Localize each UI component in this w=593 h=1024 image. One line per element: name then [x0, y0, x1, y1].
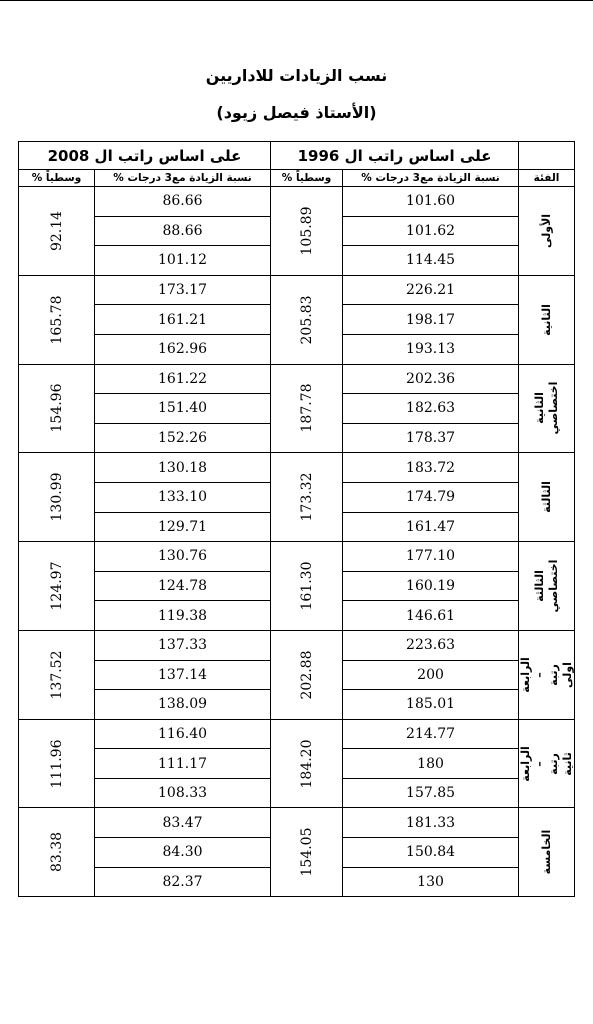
avg-2008-cell — [19, 630, 95, 719]
category-cell — [519, 630, 575, 719]
pct-1996-cell: 177.10 — [343, 542, 519, 572]
table-row — [19, 187, 575, 217]
pct-1996-cell: 174.79 — [343, 482, 519, 512]
pct-2008-cell: 119.38 — [95, 601, 271, 631]
pct-1996-cell: 200 — [343, 660, 519, 690]
category-label: الأولى — [539, 213, 553, 248]
avg-1996-value: 184.20 — [298, 739, 315, 789]
category-label: الخامسة — [539, 830, 553, 875]
pct-2008-cell: 133.10 — [95, 482, 271, 512]
pct-2008-cell: 83.47 — [95, 808, 271, 838]
pct-2008-cell: 86.66 — [95, 187, 271, 217]
avg-2008-value: 124.97 — [48, 561, 65, 611]
pct-1996-cell: 101.62 — [343, 216, 519, 246]
avg-1996-value: 105.89 — [298, 206, 315, 256]
table-row — [19, 719, 575, 749]
category-label: الثالثة اختصاصي — [532, 559, 560, 613]
page-subtitle: (الأستاذ فيصل زيود) — [216, 103, 377, 122]
category-label: الثانية — [539, 303, 553, 336]
avg-1996-value: 161.30 — [298, 561, 315, 611]
avg-1996-cell — [271, 364, 343, 453]
avg-1996-cell — [271, 542, 343, 631]
category-label: الرابعة – رتبة اولى — [518, 657, 574, 693]
pct-1996-cell: 202.36 — [343, 364, 519, 394]
avg-1996-value: 154.05 — [298, 827, 315, 877]
table-row — [19, 453, 575, 483]
category-cell — [519, 542, 575, 631]
avg-2008-value: 111.96 — [48, 739, 65, 789]
pct-2008-cell: 124.78 — [95, 571, 271, 601]
pct-1996-cell: 160.19 — [343, 571, 519, 601]
pct-1996-cell: 223.63 — [343, 630, 519, 660]
table-column-header-row — [19, 170, 575, 187]
table-row — [19, 542, 575, 572]
pct-2008-cell: 84.30 — [95, 838, 271, 868]
pct-1996-cell: 180 — [343, 749, 519, 779]
pct-2008-cell: 130.18 — [95, 453, 271, 483]
pct-2008-cell: 108.33 — [95, 778, 271, 808]
raises-table — [18, 141, 575, 897]
avg-2008-cell — [19, 808, 95, 897]
avg-1996-cell — [271, 453, 343, 542]
pct-1996-cell: 226.21 — [343, 275, 519, 305]
header-avg-1996: وسطياً % — [271, 170, 343, 187]
avg-2008-cell — [19, 364, 95, 453]
page-title: نسب الزيادات للاداريين — [205, 66, 388, 85]
avg-1996-cell — [271, 808, 343, 897]
header-group-2008: على اساس راتب ال 2008 — [19, 142, 271, 170]
header-avg-2008: وسطياً % — [19, 170, 95, 187]
avg-2008-value: 83.38 — [48, 832, 65, 873]
pct-1996-cell: 193.13 — [343, 334, 519, 364]
avg-1996-cell — [271, 630, 343, 719]
pct-2008-cell: 129.71 — [95, 512, 271, 542]
pct-1996-cell: 214.77 — [343, 719, 519, 749]
avg-1996-value: 187.78 — [298, 383, 315, 433]
header-category-spacer — [519, 142, 575, 170]
avg-1996-value: 173.32 — [298, 472, 315, 522]
avg-2008-cell — [19, 275, 95, 364]
pct-1996-cell: 182.63 — [343, 394, 519, 424]
avg-2008-value: 130.99 — [48, 472, 65, 522]
pct-2008-cell: 116.40 — [95, 719, 271, 749]
table-row — [19, 275, 575, 305]
table-row — [19, 808, 575, 838]
header-group-1996: على اساس راتب ال 1996 — [271, 142, 519, 170]
pct-1996-cell: 130 — [343, 867, 519, 897]
avg-2008-value: 154.96 — [48, 383, 65, 433]
category-cell — [519, 275, 575, 364]
pct-2008-cell: 130.76 — [95, 542, 271, 572]
pct-2008-cell: 137.33 — [95, 630, 271, 660]
header-category: الفئة — [519, 170, 575, 187]
pct-1996-cell: 101.60 — [343, 187, 519, 217]
category-cell — [519, 808, 575, 897]
category-label: الرابعة – رتبة ثانية — [518, 745, 574, 782]
avg-2008-value: 137.52 — [48, 650, 65, 700]
header-pct-1996: نسبة الزيادة مع3 درجات % — [343, 170, 519, 187]
pct-1996-cell: 157.85 — [343, 778, 519, 808]
pct-1996-cell: 183.72 — [343, 453, 519, 483]
pct-1996-cell: 181.33 — [343, 808, 519, 838]
pct-2008-cell: 111.17 — [95, 749, 271, 779]
pct-1996-cell: 150.84 — [343, 838, 519, 868]
pct-2008-cell: 101.12 — [95, 246, 271, 276]
avg-1996-value: 202.88 — [298, 650, 315, 700]
pct-2008-cell: 161.21 — [95, 305, 271, 335]
category-cell — [519, 187, 575, 276]
category-cell — [519, 453, 575, 542]
table-row — [19, 630, 575, 660]
avg-1996-cell — [271, 275, 343, 364]
pct-1996-cell: 185.01 — [343, 690, 519, 720]
pct-2008-cell: 161.22 — [95, 364, 271, 394]
pct-2008-cell: 162.96 — [95, 334, 271, 364]
pct-2008-cell: 137.14 — [95, 660, 271, 690]
pct-2008-cell: 152.26 — [95, 423, 271, 453]
category-label: الثالثة — [539, 481, 553, 514]
pct-2008-cell: 138.09 — [95, 690, 271, 720]
pct-1996-cell: 161.47 — [343, 512, 519, 542]
avg-2008-value: 92.14 — [48, 210, 65, 251]
avg-2008-value: 165.78 — [48, 295, 65, 345]
pct-1996-cell: 198.17 — [343, 305, 519, 335]
pct-1996-cell: 178.37 — [343, 423, 519, 453]
category-label: الثانية اختصاصي — [532, 381, 560, 435]
avg-1996-cell — [271, 719, 343, 808]
pct-2008-cell: 88.66 — [95, 216, 271, 246]
avg-1996-value: 205.83 — [298, 295, 315, 345]
table-body — [19, 187, 575, 897]
table-row — [19, 364, 575, 394]
category-cell — [519, 364, 575, 453]
avg-2008-cell — [19, 187, 95, 276]
table-group-header-row — [19, 142, 575, 170]
category-cell — [519, 719, 575, 808]
avg-1996-cell — [271, 187, 343, 276]
avg-2008-cell — [19, 719, 95, 808]
pct-2008-cell: 82.37 — [95, 867, 271, 897]
pct-2008-cell: 151.40 — [95, 394, 271, 424]
pct-1996-cell: 146.61 — [343, 601, 519, 631]
pct-2008-cell: 173.17 — [95, 275, 271, 305]
top-border-line — [0, 0, 593, 1]
header-pct-2008: نسبة الزيادة مع3 درجات % — [95, 170, 271, 187]
pct-1996-cell: 114.45 — [343, 246, 519, 276]
avg-2008-cell — [19, 542, 95, 631]
avg-2008-cell — [19, 453, 95, 542]
